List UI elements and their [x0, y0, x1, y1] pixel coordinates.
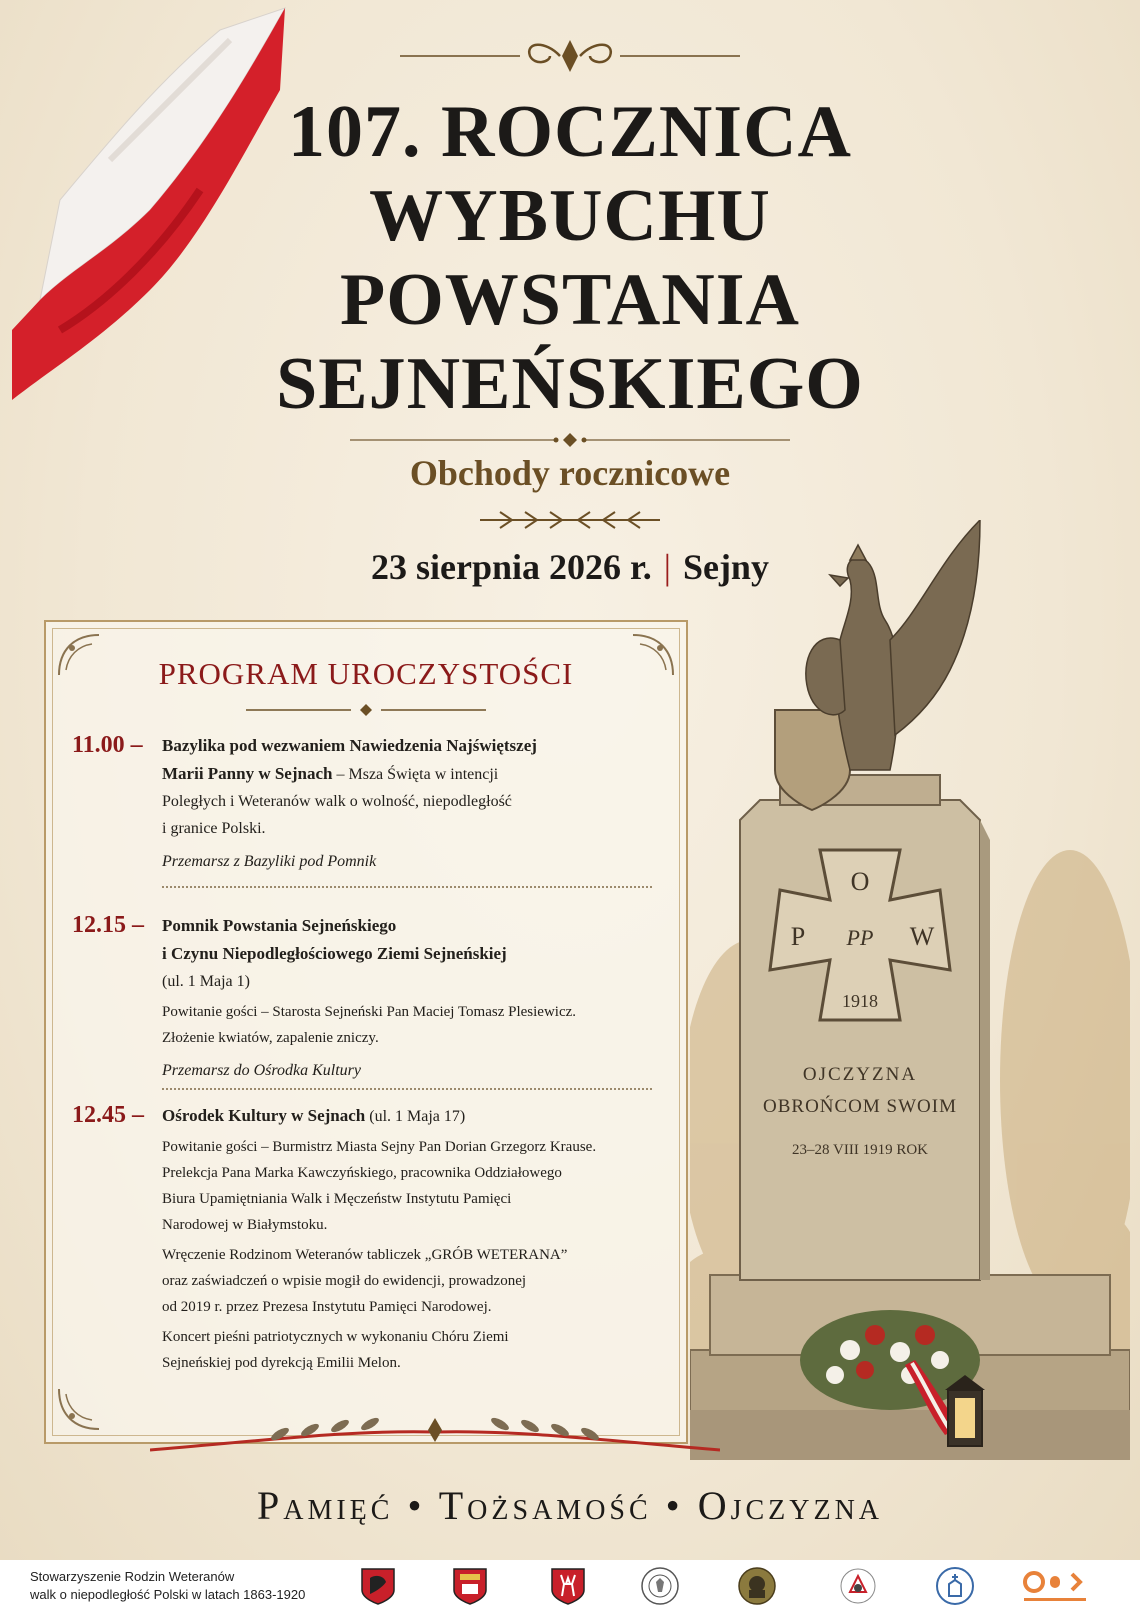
item-desc: Powitanie gości – Starosta Sejneński Pan Maciej Tomasz Plesiewicz.	[162, 1004, 577, 1020]
item-time: 12.15 –	[72, 912, 144, 938]
item-desc: Prelekcja Pana Marka Kawczyńskiego, pracownika Oddziałowego	[162, 1165, 562, 1181]
program-box	[44, 620, 688, 1444]
event-date: 23 sierpnia 2026 r.	[371, 547, 652, 587]
top-ornament-icon	[400, 30, 740, 80]
item-address: (ul. 1 Maja 1)	[162, 973, 250, 990]
motto-word: Pamięć	[256, 1483, 394, 1528]
medal-icon	[737, 1566, 777, 1606]
item-time: 12.45 –	[72, 1102, 144, 1128]
lantern-icon	[945, 1375, 985, 1446]
item-body	[162, 912, 672, 1084]
item-body	[162, 732, 672, 875]
motto-separator: •	[665, 1483, 684, 1528]
motto	[0, 1482, 1140, 1529]
title-line-1: 107. ROCZNICA	[288, 91, 852, 173]
item-note: Przemarsz z Bazyliki pod Pomnik	[162, 853, 377, 870]
item-venue: i Czynu Niepodległościowego Ziemi Sejneńskiej	[162, 944, 507, 963]
title-divider-icon	[350, 430, 790, 450]
item-desc: – Msza Święta w intencji	[332, 766, 499, 783]
item-desc: Sejneńskiej pod dyrekcją Emilii Melon.	[162, 1355, 401, 1371]
cross-letter-top: O	[850, 867, 870, 896]
item-desc: od 2019 r. przez Prezesa Instytutu Pamięci Narodowej.	[162, 1299, 492, 1315]
item-desc: i granice Polski.	[162, 820, 266, 837]
cross-letter-left: P	[790, 922, 806, 951]
cross-center: PP	[846, 925, 874, 950]
coat-of-arms-deer-icon	[548, 1566, 588, 1606]
item-desc: Złożenie kwiatów, zapalenie zniczy.	[162, 1030, 379, 1046]
cross-year: 1918	[842, 991, 878, 1011]
item-desc: Biura Upamiętniania Walk i Męczeństw Instytutu Pamięci	[162, 1191, 512, 1207]
subtitle: Obchody rocznicowe	[409, 453, 731, 493]
inscription-line-2: OBROŃCOM SWOIM	[763, 1096, 957, 1117]
title-line-3: POWSTANIA	[340, 259, 800, 341]
coat-of-arms-sejny-icon	[358, 1566, 398, 1606]
date-separator: |	[663, 547, 671, 587]
cross-letter-right: W	[909, 922, 935, 951]
item-body	[162, 1102, 672, 1376]
heading-divider-icon	[246, 702, 486, 718]
inscription-line-3: 23–28 VIII 1919 ROK	[792, 1142, 928, 1158]
arrow-ornament-icon	[480, 508, 660, 532]
item-venue: Bazylika pod wezwaniem Nawiedzenia Najświętszej	[162, 736, 537, 755]
item-venue: Pomnik Powstania Sejneńskiego	[162, 916, 397, 935]
coat-of-arms-podlaskie-icon	[450, 1566, 490, 1606]
footer-org-line-1: Stowarzyszenie Rodzin Weteranów	[30, 1569, 235, 1584]
footer-org	[30, 1568, 305, 1604]
item-note: Przemarsz do Ośrodka Kultury	[162, 1062, 361, 1079]
church-logo-icon	[935, 1566, 975, 1606]
title-line-2: WYBUCHU	[369, 175, 771, 257]
item-time: 11.00 –	[72, 732, 143, 758]
item-venue: Marii Panny w Sejnach	[162, 764, 333, 783]
ipn-seal-icon	[640, 1566, 680, 1606]
oks-logo-icon	[1020, 1566, 1090, 1606]
footer	[0, 1560, 1140, 1613]
item-desc: Koncert pieśni patriotycznych w wykonaniu Chóru Ziemi	[162, 1329, 509, 1345]
item-desc: Wręczenie Rodzinom Weteranów tabliczek „GRÓB WETERANA”	[162, 1247, 568, 1263]
laurel-ornament-icon	[150, 1410, 720, 1460]
inscription-line-1: OJCZYZNA	[802, 1064, 918, 1085]
motto-word: Ojczyzna	[697, 1483, 884, 1528]
corner-ornament-icon	[54, 1384, 104, 1434]
item-desc: Poległych i Weteranów walk o wolność, niepodległość	[162, 793, 512, 810]
item-address: (ul. 1 Maja 17)	[365, 1108, 466, 1125]
item-venue: Ośrodek Kultury w Sejnach	[162, 1106, 366, 1125]
monument-illustration	[690, 520, 1130, 1460]
motto-word: Tożsamość	[438, 1483, 652, 1528]
dotted-divider	[162, 886, 652, 888]
title-line-4: SEJNEŃSKIEGO	[276, 343, 864, 425]
sports-club-icon	[838, 1566, 878, 1606]
program-heading: PROGRAM UROCZYSTOŚCI	[158, 656, 574, 691]
dotted-divider	[162, 1088, 652, 1090]
footer-org-line-2: walk o niepodległość Polski w latach 1863-1920	[30, 1587, 306, 1602]
item-desc: Narodowej w Białymstoku.	[162, 1217, 328, 1233]
item-desc: Powitanie gości – Burmistrz Miasta Sejny Pan Dorian Grzegorz Krause.	[162, 1139, 597, 1155]
item-desc: oraz zaświadczeń o wpisie mogił do ewidencji, prowadzonej	[162, 1273, 527, 1289]
motto-separator: •	[407, 1483, 426, 1528]
event-place: Sejny	[682, 547, 769, 587]
